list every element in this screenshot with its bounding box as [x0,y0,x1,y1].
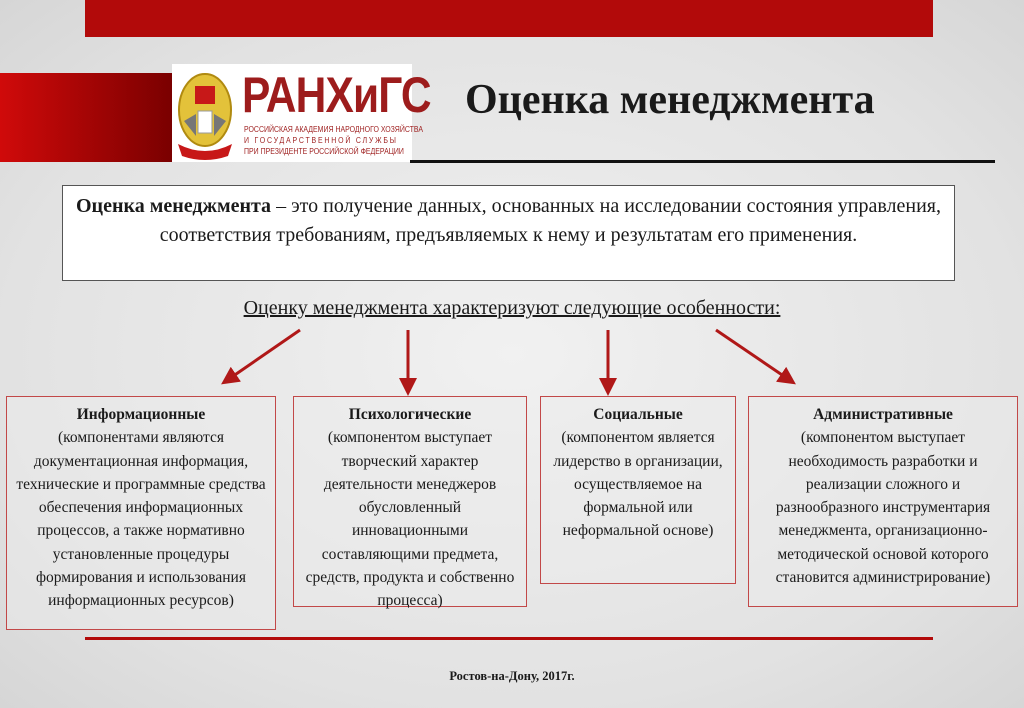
footer-text: Ростов-на-Дону, 2017г. [449,669,575,683]
card-title: Административные [813,406,953,423]
subheading-text: Оценку менеджмента характеризуют следующие особенности: [243,297,781,319]
slide-title: Оценка менеджмента [465,77,875,123]
card-text: (компонентом выступает творческий характер деятельности менеджеров обусловленный инновационными составляющими предмета, средств, продукта и собственно процесса) [305,429,515,610]
card-title: Психологические [348,406,472,423]
card-informational [6,396,276,630]
arrow-informational [226,330,300,381]
logo-subtitle-line: РОССИЙСКАЯ АКАДЕМИЯ НАРОДНОГО ХОЗЯЙСТВА [244,124,423,134]
bottom-red-line [85,637,933,640]
arrow-administrative [716,330,791,381]
logo-subtitle-line: ПРИ ПРЕЗИДЕНТЕ РОССИЙСКОЙ ФЕДЕРАЦИИ [244,146,404,156]
card-text: (компонентом выступает необходимость разработки и реализации сложного и разнообразного инструментария менеджмента, организационно-методической основой которого становится администрирование) [775,429,991,587]
card-title: Информационные [76,406,206,423]
card-administrative [748,396,1018,607]
definition-term: Оценка менеджмента [76,195,272,217]
card-title: Социальные [593,406,683,423]
logo-subtitle-line: И ГОСУДАРСТВЕННОЙ СЛУЖБЫ [244,135,398,145]
card-text: (компонентами являются документационная информация, технические и программные средства обеспечения информационных процессов, а также нормативно установленные процедуры формирования и использования информационных ресурсов) [16,429,266,610]
card-text: (компонентом является лидерство в организации, осуществляемое на формальной или неформальной основе) [553,429,723,540]
card-social [540,396,736,584]
definition-text: – это получение данных, основанных на исследовании состояния управления, соответствия требованиям, предъявляемых к нему и результатам его применения. [159,195,941,246]
logo-name: РАНХиГС [242,67,431,123]
card-psychological [293,396,527,610]
